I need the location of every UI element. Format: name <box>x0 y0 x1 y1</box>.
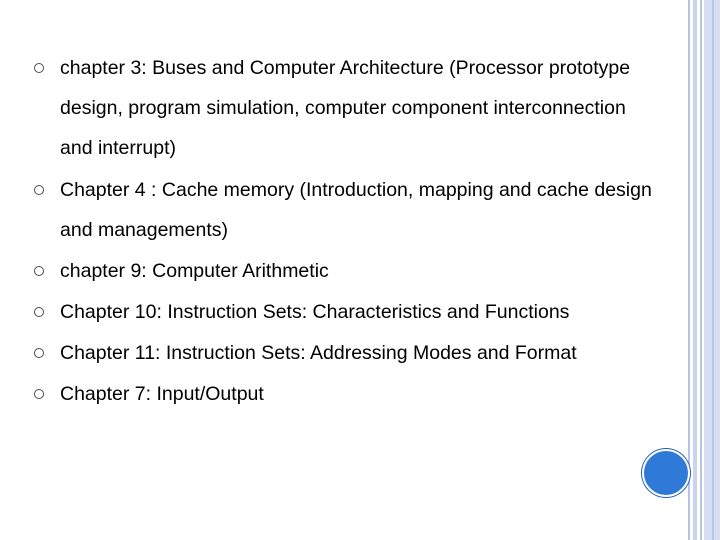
list-item-text: Chapter 11: Instruction Sets: Addressing Modes and Format <box>60 342 577 364</box>
list-item <box>34 48 654 168</box>
chapter-list <box>34 48 654 414</box>
list-item <box>34 251 654 291</box>
decorative-band <box>688 0 690 540</box>
hollow-circle-icon <box>34 348 44 358</box>
list-item <box>34 292 654 332</box>
list-item <box>34 170 654 250</box>
hollow-circle-icon <box>34 185 44 195</box>
list-item-text: chapter 3: Buses and Computer Architecture (Processor prototype design, program simulation, computer component interconnection and interrupt) <box>60 57 631 159</box>
list-item-text: Chapter 10: Instruction Sets: Characteristics and Functions <box>60 301 570 323</box>
list-item-text: Chapter 4 : Cache memory (Introduction, mapping and cache design and managements) <box>60 179 652 241</box>
list-item-text: Chapter 7: Input/Output <box>60 383 264 405</box>
list-item <box>34 333 654 373</box>
decorative-band <box>693 0 697 540</box>
hollow-circle-icon <box>34 307 44 317</box>
list-item <box>34 374 654 414</box>
decorative-band <box>712 0 714 540</box>
list-item-text: chapter 9: Computer Arithmetic <box>60 260 329 282</box>
hollow-circle-icon <box>34 389 44 399</box>
decorative-circle <box>642 449 690 497</box>
decorative-band <box>700 0 702 540</box>
hollow-circle-icon <box>34 63 44 73</box>
hollow-circle-icon <box>34 266 44 276</box>
